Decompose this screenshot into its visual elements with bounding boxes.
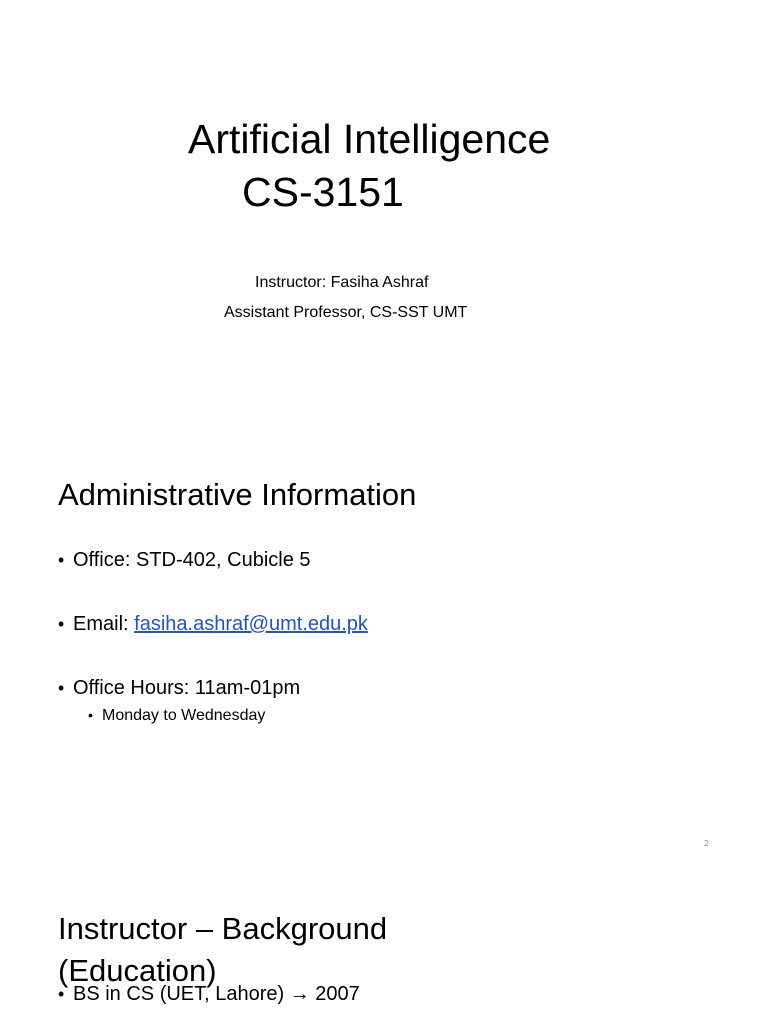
email-link[interactable]: fasiha.ashraf@umt.edu.pk: [134, 613, 368, 635]
bullet-icon: •: [88, 707, 93, 723]
office-days-subbullet: [88, 704, 265, 727]
title-slide: [0, 0, 768, 433]
course-code: CS-3151: [242, 169, 404, 215]
education-text: BS in CS (UET, Lahore) → 2007: [73, 983, 360, 1005]
email-bullet: [58, 611, 368, 637]
slide-heading: Instructor – Background (Education): [58, 911, 388, 988]
bullet-icon: •: [58, 550, 65, 570]
slide-heading: Administrative Information: [58, 477, 417, 512]
office-hours-bullet: [58, 675, 300, 701]
education-bullet: [58, 981, 360, 1007]
office-text: Office: STD-402, Cubicle 5: [73, 549, 311, 571]
office-bullet: [58, 547, 311, 573]
background-slide: [0, 866, 768, 1024]
bullet-icon: •: [58, 678, 65, 698]
email-label: Email:: [73, 613, 129, 635]
office-days-text: Monday to Wednesday: [102, 707, 266, 724]
instructor-position: Assistant Professor, CS-SST UMT: [224, 304, 468, 321]
admin-info-slide: [0, 433, 768, 866]
course-title: Artificial Intelligence: [188, 116, 551, 162]
office-hours-text: Office Hours: 11am-01pm: [73, 677, 301, 699]
page-number: 2: [704, 839, 709, 848]
bullet-icon: •: [58, 984, 65, 1004]
bullet-icon: •: [58, 614, 65, 634]
instructor-name: Instructor: Fasiha Ashraf: [255, 274, 429, 291]
